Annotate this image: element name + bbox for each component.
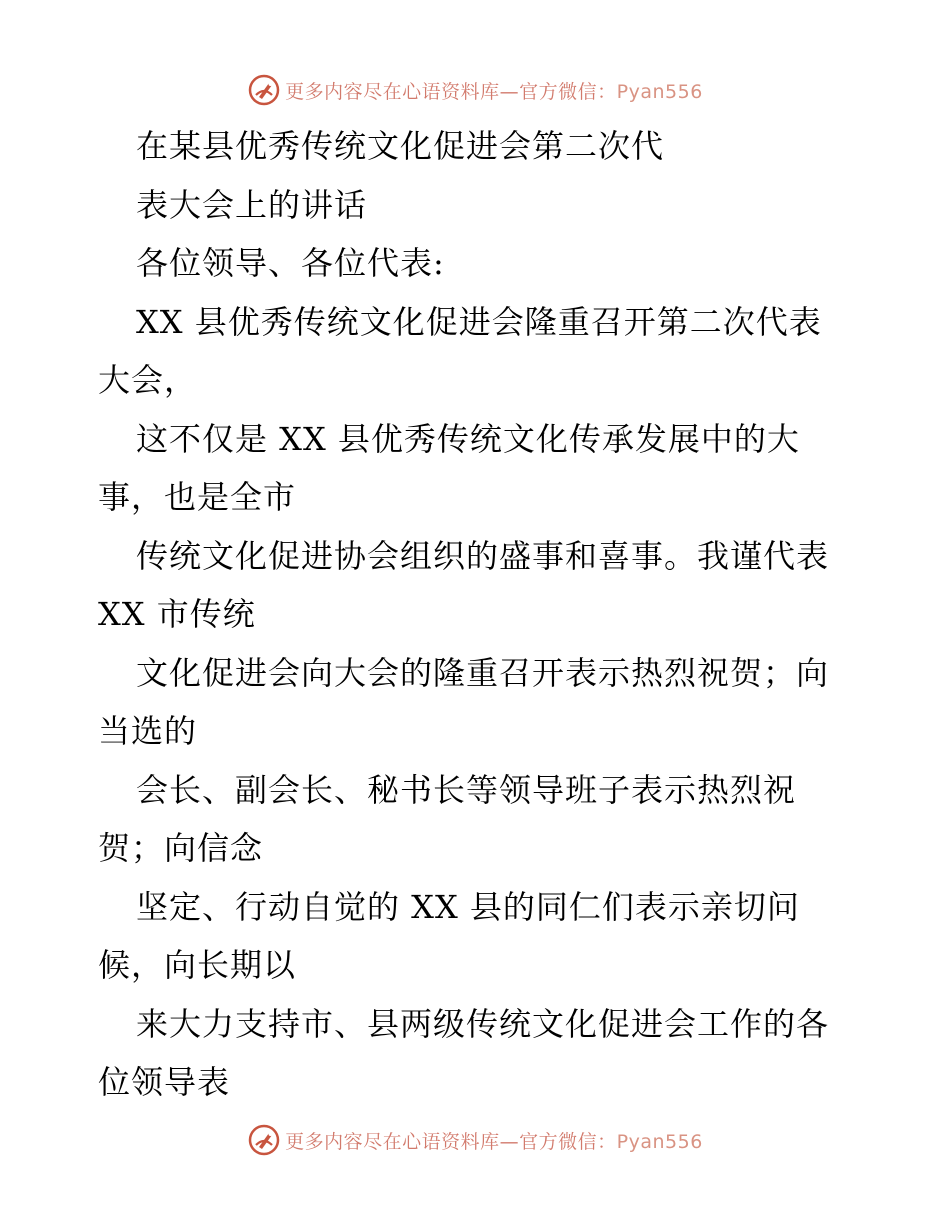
- paragraph-line: 事，也是全市: [98, 478, 297, 516]
- paragraph-line: 各位领导、各位代表:: [136, 244, 445, 282]
- paragraph-line: XX 县优秀传统文化促进会隆重召开第二次代表: [136, 302, 822, 341]
- document-body: [98, 117, 868, 1112]
- book-pen-logo-icon: [247, 1123, 281, 1157]
- paragraph-line: 位领导表: [98, 1063, 231, 1101]
- paragraph-line: 大会，: [98, 361, 198, 399]
- book-pen-logo-icon: [247, 73, 281, 107]
- paragraph-line: 传统文化促进协会组织的盛事和喜事。我谨代表: [136, 536, 830, 575]
- document-title-line: 表大会上的讲话: [136, 185, 368, 224]
- paragraph-line: 来大力支持市、县两级传统文化促进会工作的各: [136, 1004, 830, 1043]
- paragraph-line: 贺；向信念: [98, 829, 264, 867]
- footer-watermark: [0, 1118, 950, 1162]
- paragraph-line: 坚定、行动自觉的 XX 县的同仁们表示亲切问: [136, 887, 800, 926]
- paragraph-line: XX 市传统: [98, 595, 256, 633]
- watermark-wechat-id: Pyan556: [616, 1130, 703, 1153]
- paragraph-line: 会长、副会长、秘书长等领导班子表示热烈祝: [136, 770, 797, 809]
- watermark-text: 更多内容尽在心语资料库—官方微信：Pyan556: [285, 1130, 703, 1153]
- document-title-line: 在某县优秀传统文化促进会第二次代: [136, 127, 665, 165]
- paragraph-line: 文化促进会向大会的隆重召开表示热烈祝贺；向: [136, 653, 830, 692]
- watermark-text: 更多内容尽在心语资料库—官方微信：Pyan556: [285, 80, 703, 103]
- paragraph-line: 这不仅是 XX 县优秀传统文化传承发展中的大: [136, 419, 800, 458]
- header-watermark: [0, 68, 950, 112]
- paragraph-line: 候，向长期以: [98, 946, 297, 984]
- watermark-wechat-id: Pyan556: [616, 80, 703, 103]
- paragraph-line: 当选的: [98, 712, 198, 750]
